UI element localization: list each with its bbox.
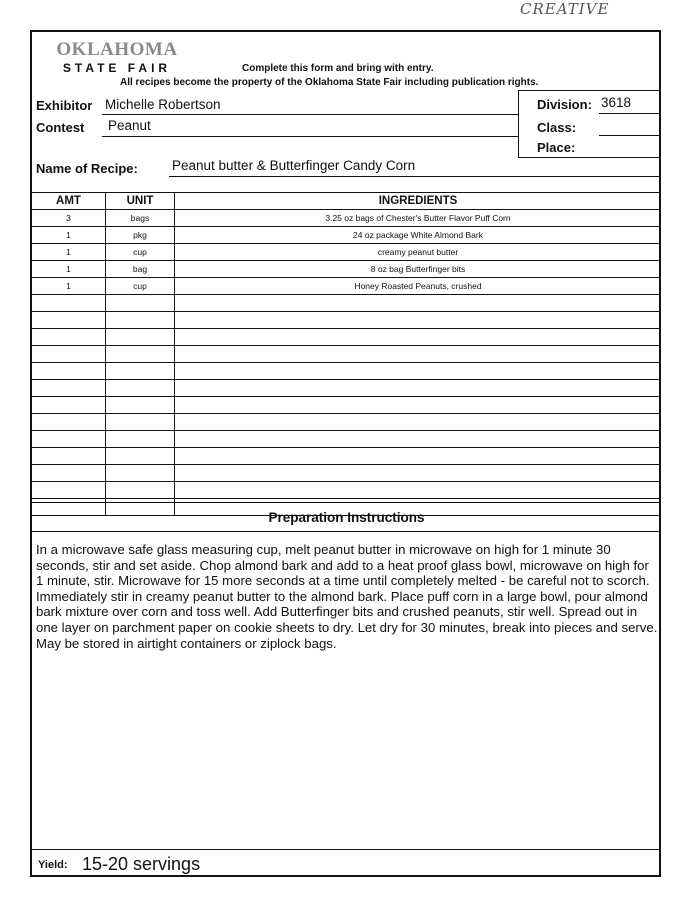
contest-field[interactable]: Peanut bbox=[108, 118, 151, 133]
unit-cell[interactable] bbox=[106, 363, 175, 380]
unit-cell[interactable] bbox=[106, 329, 175, 346]
exhibitor-field[interactable]: Michelle Robertson bbox=[105, 97, 221, 112]
ingredient-cell[interactable] bbox=[175, 431, 662, 448]
handwritten-note: CREATIVE bbox=[520, 0, 610, 18]
table-row bbox=[32, 431, 661, 448]
ingredients-table bbox=[32, 192, 661, 516]
table-row bbox=[32, 380, 661, 397]
table-row bbox=[32, 465, 661, 482]
table-row bbox=[32, 482, 661, 499]
table-row bbox=[32, 278, 661, 295]
table-row bbox=[32, 363, 661, 380]
unit-cell[interactable] bbox=[106, 465, 175, 482]
unit-cell[interactable] bbox=[106, 431, 175, 448]
amt-cell[interactable] bbox=[32, 482, 106, 499]
ingredients-header: INGREDIENTS bbox=[175, 193, 662, 210]
ingredient-cell[interactable]: creamy peanut butter bbox=[175, 244, 662, 261]
ingredient-cell[interactable] bbox=[175, 312, 662, 329]
division-field[interactable]: 3618 bbox=[601, 95, 632, 110]
ingredient-cell[interactable] bbox=[175, 363, 662, 380]
ingredient-cell[interactable] bbox=[175, 295, 662, 312]
ingredient-cell[interactable]: Honey Roasted Peanuts, crushed bbox=[175, 278, 662, 295]
recipe-entry-form bbox=[30, 30, 661, 877]
amt-cell[interactable] bbox=[32, 295, 106, 312]
table-row bbox=[32, 210, 661, 227]
unit-cell[interactable]: bag bbox=[106, 261, 175, 278]
unit-cell[interactable] bbox=[106, 380, 175, 397]
ingredient-cell[interactable] bbox=[175, 482, 662, 499]
contest-label: Contest bbox=[36, 120, 85, 135]
unit-header: UNIT bbox=[106, 193, 175, 210]
unit-cell[interactable] bbox=[106, 312, 175, 329]
amt-cell[interactable]: 3 bbox=[32, 210, 106, 227]
ingredient-cell[interactable] bbox=[175, 448, 662, 465]
unit-cell[interactable] bbox=[106, 397, 175, 414]
amt-cell[interactable] bbox=[32, 380, 106, 397]
oklahoma-state-fair-logo bbox=[42, 40, 192, 75]
ingredient-cell[interactable] bbox=[175, 465, 662, 482]
ingredient-cell[interactable]: 24 oz package White Almond Bark bbox=[175, 227, 662, 244]
table-row bbox=[32, 295, 661, 312]
yield-field[interactable]: 15-20 servings bbox=[82, 854, 201, 874]
table-header-row bbox=[32, 193, 661, 210]
amt-cell[interactable]: 1 bbox=[32, 278, 106, 295]
ingredient-cell[interactable] bbox=[175, 380, 662, 397]
table-row bbox=[32, 261, 661, 278]
ingredient-cell[interactable]: 3.25 oz bags of Chester's Butter Flavor Puff Corn bbox=[175, 210, 662, 227]
ingredient-cell[interactable] bbox=[175, 397, 662, 414]
logo-top-text: OKLAHOMA bbox=[56, 39, 178, 60]
yield-label: Yield: bbox=[38, 859, 68, 871]
amt-cell[interactable] bbox=[32, 363, 106, 380]
division-label: Division: bbox=[537, 97, 592, 112]
table-row bbox=[32, 227, 661, 244]
amt-cell[interactable] bbox=[32, 329, 106, 346]
logo-bottom-text: STATE FAIR bbox=[62, 61, 172, 75]
amt-header: AMT bbox=[32, 193, 106, 210]
amt-cell[interactable]: 1 bbox=[32, 227, 106, 244]
recipe-name-underline bbox=[169, 176, 661, 177]
amt-cell[interactable] bbox=[32, 346, 106, 363]
unit-cell[interactable]: cup bbox=[106, 278, 175, 295]
amt-cell[interactable] bbox=[32, 448, 106, 465]
recipe-name-label: Name of Recipe: bbox=[36, 161, 138, 176]
table-row bbox=[32, 414, 661, 431]
division-box bbox=[518, 90, 661, 158]
exhibitor-underline bbox=[102, 114, 518, 115]
unit-cell[interactable]: bags bbox=[106, 210, 175, 227]
amt-cell[interactable] bbox=[32, 397, 106, 414]
class-label: Class: bbox=[537, 120, 577, 135]
preparation-instructions-text[interactable]: In a microwave safe glass measuring cup, melt peanut butter in microwave on high for 1 minute 30 seconds, stir and set aside. Chop almond bark and add to a heat proof glass bowl, microwave on high for 1 minute, stir. Microwave for 15 more seconds at a time until completely melted - be careful not to scorch. Immediately stir in creamy peanut butter to the almond bark. Place puff corn in a large bowl, pour almond bark mixture over corn and toss well. Add Butterfinger bits and crushed peanuts, stir well. Spread out in one layer on parchment paper on cookie sheets to dry. Let dry for 30 minutes, break into pieces and serve. May be stored in airtight containers or ziplock bags. bbox=[36, 542, 658, 651]
exhibitor-label: Exhibitor bbox=[36, 98, 93, 113]
form-instructions-line: Complete this form and bring with entry. bbox=[242, 63, 434, 74]
ingredient-cell[interactable] bbox=[175, 329, 662, 346]
contest-underline bbox=[102, 136, 518, 137]
unit-cell[interactable] bbox=[106, 448, 175, 465]
table-row bbox=[32, 244, 661, 261]
yield-row bbox=[32, 849, 661, 877]
amt-cell[interactable] bbox=[32, 465, 106, 482]
amt-cell[interactable] bbox=[32, 312, 106, 329]
unit-cell[interactable]: pkg bbox=[106, 227, 175, 244]
unit-cell[interactable] bbox=[106, 295, 175, 312]
class-underline bbox=[599, 135, 661, 136]
amt-cell[interactable] bbox=[32, 431, 106, 448]
ingredient-cell[interactable]: 8 oz bag Butterfinger bits bbox=[175, 261, 662, 278]
unit-cell[interactable] bbox=[106, 482, 175, 499]
table-row bbox=[32, 448, 661, 465]
recipe-name-field[interactable]: Peanut butter & Butterfinger Candy Corn bbox=[172, 158, 416, 173]
division-underline bbox=[599, 113, 661, 114]
unit-cell[interactable] bbox=[106, 346, 175, 363]
table-row bbox=[32, 329, 661, 346]
ingredient-cell[interactable] bbox=[175, 346, 662, 363]
table-row bbox=[32, 346, 661, 363]
unit-cell[interactable] bbox=[106, 414, 175, 431]
table-row bbox=[32, 312, 661, 329]
amt-cell[interactable]: 1 bbox=[32, 261, 106, 278]
publication-rights-line: All recipes become the property of the Oklahoma State Fair including publication rights. bbox=[120, 77, 539, 88]
place-label: Place: bbox=[537, 140, 576, 155]
amt-cell[interactable]: 1 bbox=[32, 244, 106, 261]
preparation-instructions-title: Preparation Instructions bbox=[32, 502, 661, 532]
unit-cell[interactable]: cup bbox=[106, 244, 175, 261]
ingredient-cell[interactable] bbox=[175, 414, 662, 431]
amt-cell[interactable] bbox=[32, 414, 106, 431]
table-row bbox=[32, 397, 661, 414]
